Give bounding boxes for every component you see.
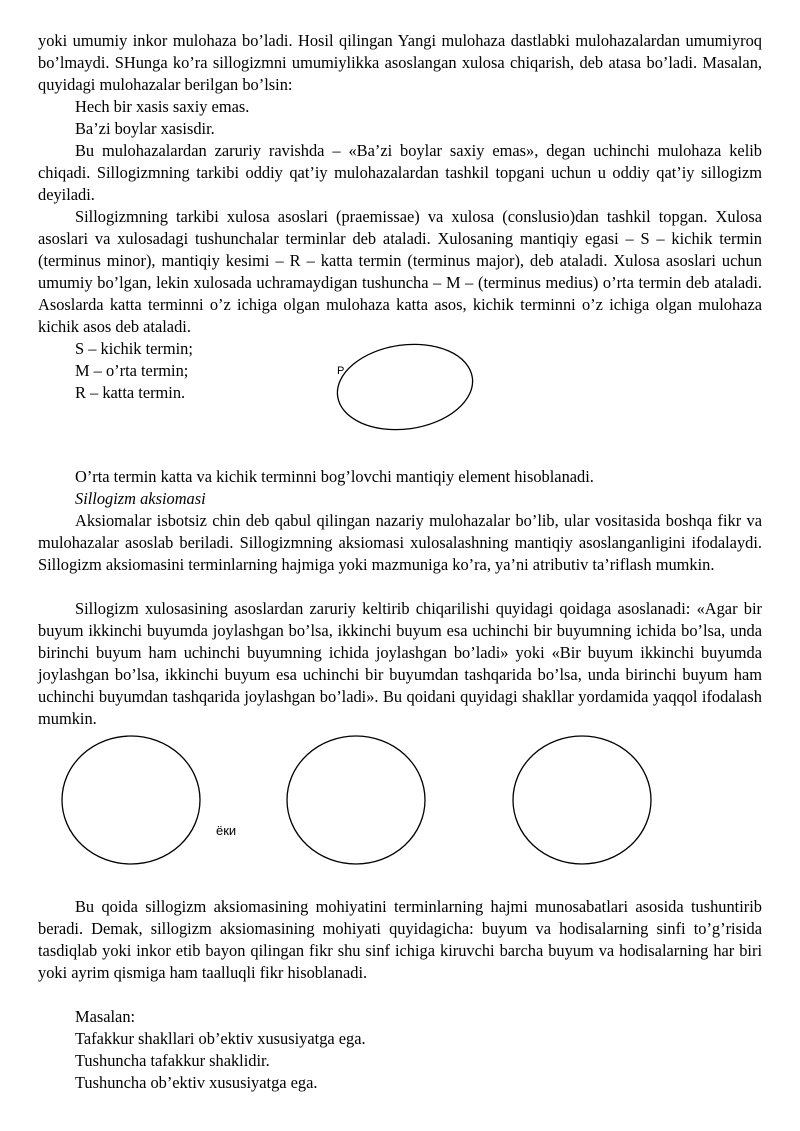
- premise-line-1: Hech bir xasis saxiy emas.: [75, 97, 250, 116]
- paragraph-terms: Sillogizmning tarkibi xulosa asoslari (praemissae) va xulosa (conslusio)dan tashkil topgan. Xulosa asoslari va xulosadagi tushunchalar terminlar deb ataladi. Xulosaning mantiqiy egasi – S – kichik termin (terminus minor), mantiqiy kesimi – R – katta termin (terminus major), deb ataladi. Xulosa asoslari uchun umumiy bo’lgan, lekin xulosada uchramaydigan tushuncha – M – (terminus medius) o’rta termin deb ataladi. Asoslarda katta terminni o’z ichiga olgan mulohaza katta asos, kichik terminni o’z ichiga olgan mulohaza kichik asos deb ataladi.: [38, 207, 762, 336]
- figure1-label: P: [337, 365, 345, 377]
- example-premise-2: Tushuncha tafakkur shaklidir.: [75, 1051, 270, 1070]
- paragraph-axioms: Aksiomalar isbotsiz chin deb qabul qilingan nazariy mulohazalar bo’lib, ular vositasida boshqa fikr va mulohazalar asoslab beriladi. Sillogizmning aksiomasi xulosalashning mantiqiy asoslanganligini ifodalaydi. Sillogizm aksiomasini terminlarning hajmiga yoki mazmuniga ko’ra, ya’ni atributiv ta’riflash mumkin.: [38, 511, 762, 574]
- section-heading: Sillogizm aksiomasi: [75, 489, 206, 508]
- example-line: Masalan:: [75, 1007, 136, 1026]
- paragraph-intro: yoki umumiy inkor mulohaza bo’ladi. Hosil qilingan Yangi mulohaza dastlabki mulohazalardan umumiyroq bo’lmaydi. SHunga ko’ra sillogizmni umumiylikka asoslangan xulosa chiqarish, deb atasa bo’ladi. Masalan, quyidagi mulohazalar berilgan bo’lsin:: [38, 31, 762, 94]
- term-s-line: S – kichik termin;: [75, 339, 193, 358]
- figure1-ellipse: [332, 336, 478, 438]
- term-m-line: M – o’rta termin;: [75, 361, 189, 380]
- figure2-circle-2: [287, 736, 425, 864]
- middle-term-line: O’rta termin katta va kichik terminni bog’lovchi mantiqiy element hisoblanadi.: [75, 467, 594, 486]
- paragraph-essence: Bu qoida sillogizm aksiomasining mohiyatini terminlarning hajmi munosabatlari asosida tushuntirib beradi. Demak, sillogizm aksiomasining mohiyati quyidagicha: buyum va hodisalarning sinfi to’g’risida tasdiqlab yoki inkor etib bayon qilingan fikr shu sinf ichiga kiruvchi barcha buyum va hodisalarning har biri yoki ayrim qismiga ham taalluqli fikr hisoblanadi.: [38, 897, 762, 982]
- figure2-label: ёки: [216, 823, 237, 838]
- term-r-line: R – katta termin.: [75, 383, 186, 402]
- figure2-circle-3: [513, 736, 651, 864]
- paragraph-conclusion: Bu mulohazalardan zaruriy ravishda – «Ba’zi boylar saxiy emas», degan uchinchi mulohaza kelib chiqadi. Sillogizmning tarkibi oddiy qat’iy mulohazalardan tashkil topgani uchun u oddiy qat’iy sillogizm deyiladi.: [38, 141, 762, 204]
- paragraph-rule: Sillogizm xulosasining asoslardan zaruriy keltirib chiqarilishi quyidagi qoidaga asoslanadi: «Agar bir buyum ikkinchi buyumda joylashgan bo’lsa, ikkinchi buyum esa uchinchi bir buyumning ichida bo’lsa, unda birinchi buyum ham uchinchi buyumning ichida joylashgan bo’ladi» yoki «Bir buyum ikkinchi buyumda joylashgan bo’lsa, ikkinchi buyum esa uchinchi bir buyumdan tashqarida bo’lsa, unda birinchi buyum ham uchinchi buyumdan tashqarida joylashgan bo’ladi». Bu qoidani quyidagi shakllar yordamida yaqqol ifodalash mumkin.: [38, 599, 762, 728]
- figure2-circle-1: [62, 736, 200, 864]
- example-premise-1: Tafakkur shakllari ob’ektiv xususiyatga ega.: [75, 1029, 366, 1048]
- premise-line-2: Ba’zi boylar xasisdir.: [75, 119, 215, 138]
- example-conclusion: Tushuncha ob’ektiv xususiyatga ega.: [75, 1073, 318, 1092]
